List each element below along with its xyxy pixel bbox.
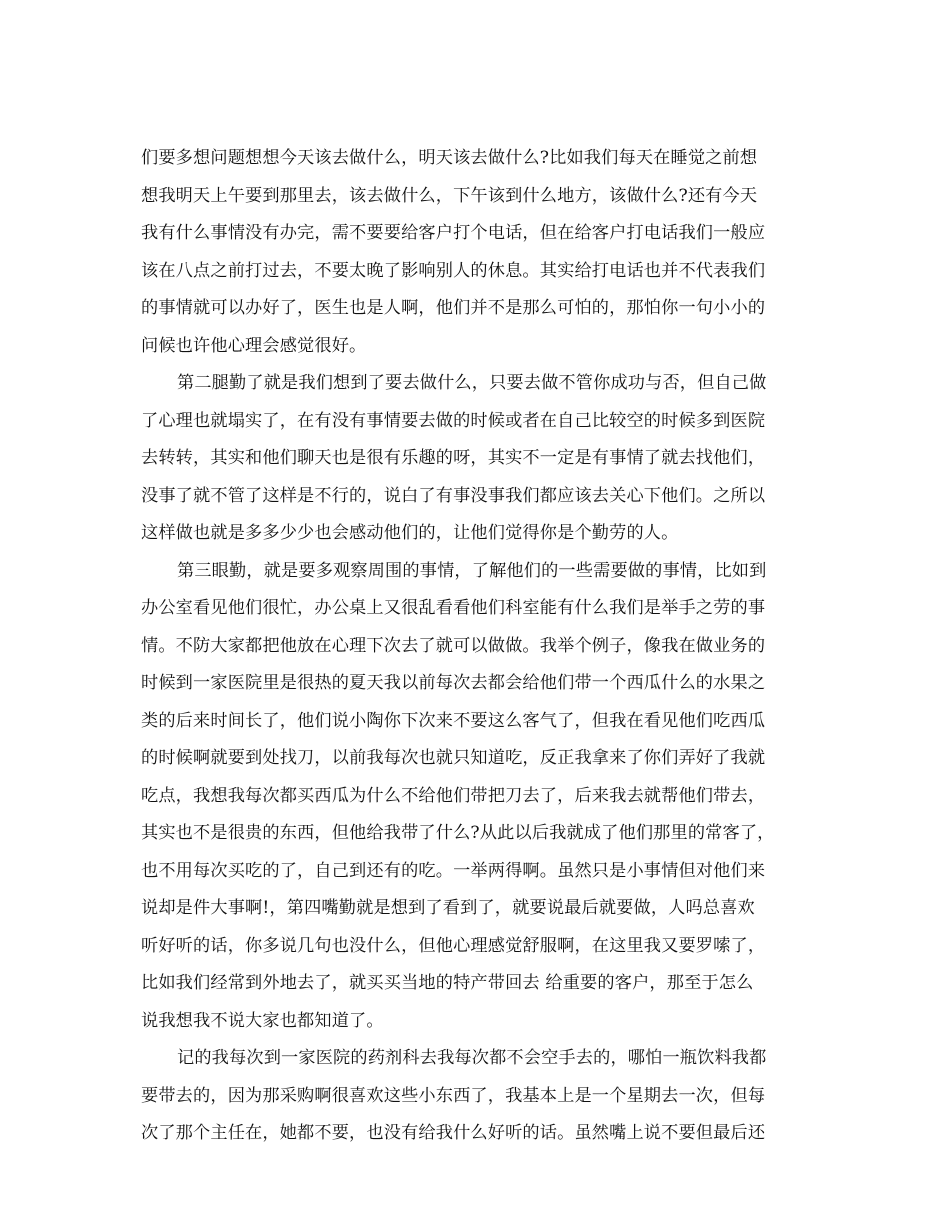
text-line: 该在八点之前打过去，不要太晚了影响别人的休息。其实给打电话也并不代表我们 xyxy=(141,260,766,281)
text-line: 没事了就不管了这样是不行的，说白了有事没事我们都应该去关心下他们。之所以 xyxy=(141,485,766,506)
document-body xyxy=(141,140,822,1153)
text-line: 想我明天上午要到那里去，该去做什么，下午该到什么地方，该做什么?还有今天 xyxy=(141,185,758,206)
text-line: 说却是件大事啊!，第四嘴勤就是想到了看到了，就要说最后就要做，人吗总喜欢 xyxy=(141,898,755,918)
text-line: 我有什么事情没有办完，需不要要给客户打个电话，但在给客户打电话我们一般应 xyxy=(141,223,766,243)
paragraph xyxy=(141,553,822,1041)
text-line: 听好听的话，你多说几句也没什么，但他心理感觉舒服啊，在这里我又要罗嗦了， xyxy=(141,935,766,956)
text-line: 说我想我不说大家也都知道了。 xyxy=(141,1010,384,1031)
text-line: 其实也不是很贵的东西，但他给我带了什么?从此以后我就成了他们那里的常客了， xyxy=(141,823,775,843)
text-line: 记的我每次到一家医院的药剂科去我每次都不会空手去的，哪怕一瓶饮料我都 xyxy=(177,1048,767,1068)
text-line: 们要多想问题想想今天该去做什么，明天该去做什么?比如我们每天在睡觉之前想 xyxy=(141,148,758,168)
text-line: 也不用每次买吃的了，自己到还有的吃。一举两得啊。虽然只是小事情但对他们来 xyxy=(141,860,766,881)
text-line: 问候也许他心理会感觉很好。 xyxy=(141,335,367,356)
paragraph xyxy=(141,1040,822,1153)
text-line: 情。不防大家都把他放在心理下次去了就可以做做。我举个例子，像我在做业务的 xyxy=(141,635,766,656)
text-line: 比如我们经常到外地去了，就买买当地的特产带回去 给重要的客户，那至于怎么 xyxy=(141,973,754,993)
text-line: 第三眼勤，就是要多观察周围的事情，了解他们的一些需要做的事情，比如到 xyxy=(177,560,767,581)
text-line: 这样做也就是多多少少也会感动他们的，让他们觉得你是个勤劳的人。 xyxy=(141,523,679,543)
text-line: 去转转，其实和他们聊天也是很有乐趣的呀，其实不一定是有事情了就去找他们， xyxy=(141,448,766,468)
text-line: 的时候啊就要到处找刀，以前我每次也就只知道吃，反正我拿来了你们弄好了我就 xyxy=(141,748,766,768)
text-line: 要带去的，因为那采购啊很喜欢这些小东西了，我基本上是一个星期去一次，但每 xyxy=(141,1085,766,1106)
text-line: 的事情就可以办好了，医生也是人啊，他们并不是那么可怕的，那怕你一句小小的 xyxy=(141,298,766,318)
text-line: 次了那个主任在，她都不要，也没有给我什么好听的话。虽然嘴上说不要但最后还 xyxy=(141,1123,766,1143)
paragraph xyxy=(141,140,822,365)
text-line: 了心理也就塌实了，在有没有事情要去做的时候或者在自己比较空的时候多到医院 xyxy=(141,410,766,431)
text-line: 类的后来时间长了，他们说小陶你下次来不要这么客气了，但我在看见他们吃西瓜 xyxy=(141,710,766,731)
text-line: 办公室看见他们很忙，办公桌上又很乱看看他们科室能有什么我们是举手之劳的事 xyxy=(141,598,766,618)
text-line: 第二腿勤了就是我们想到了要去做什么，只要去做不管你成功与否，但自己做 xyxy=(177,373,767,393)
text-line: 时候到一家医院里是很热的夏天我以前每次去都会给他们带一个西瓜什么的水果之 xyxy=(141,673,766,693)
paragraph xyxy=(141,365,822,553)
text-line: 吃点，我想我每次都买西瓜为什么不给他们带把刀去了，后来我去就帮他们带去， xyxy=(141,785,766,806)
